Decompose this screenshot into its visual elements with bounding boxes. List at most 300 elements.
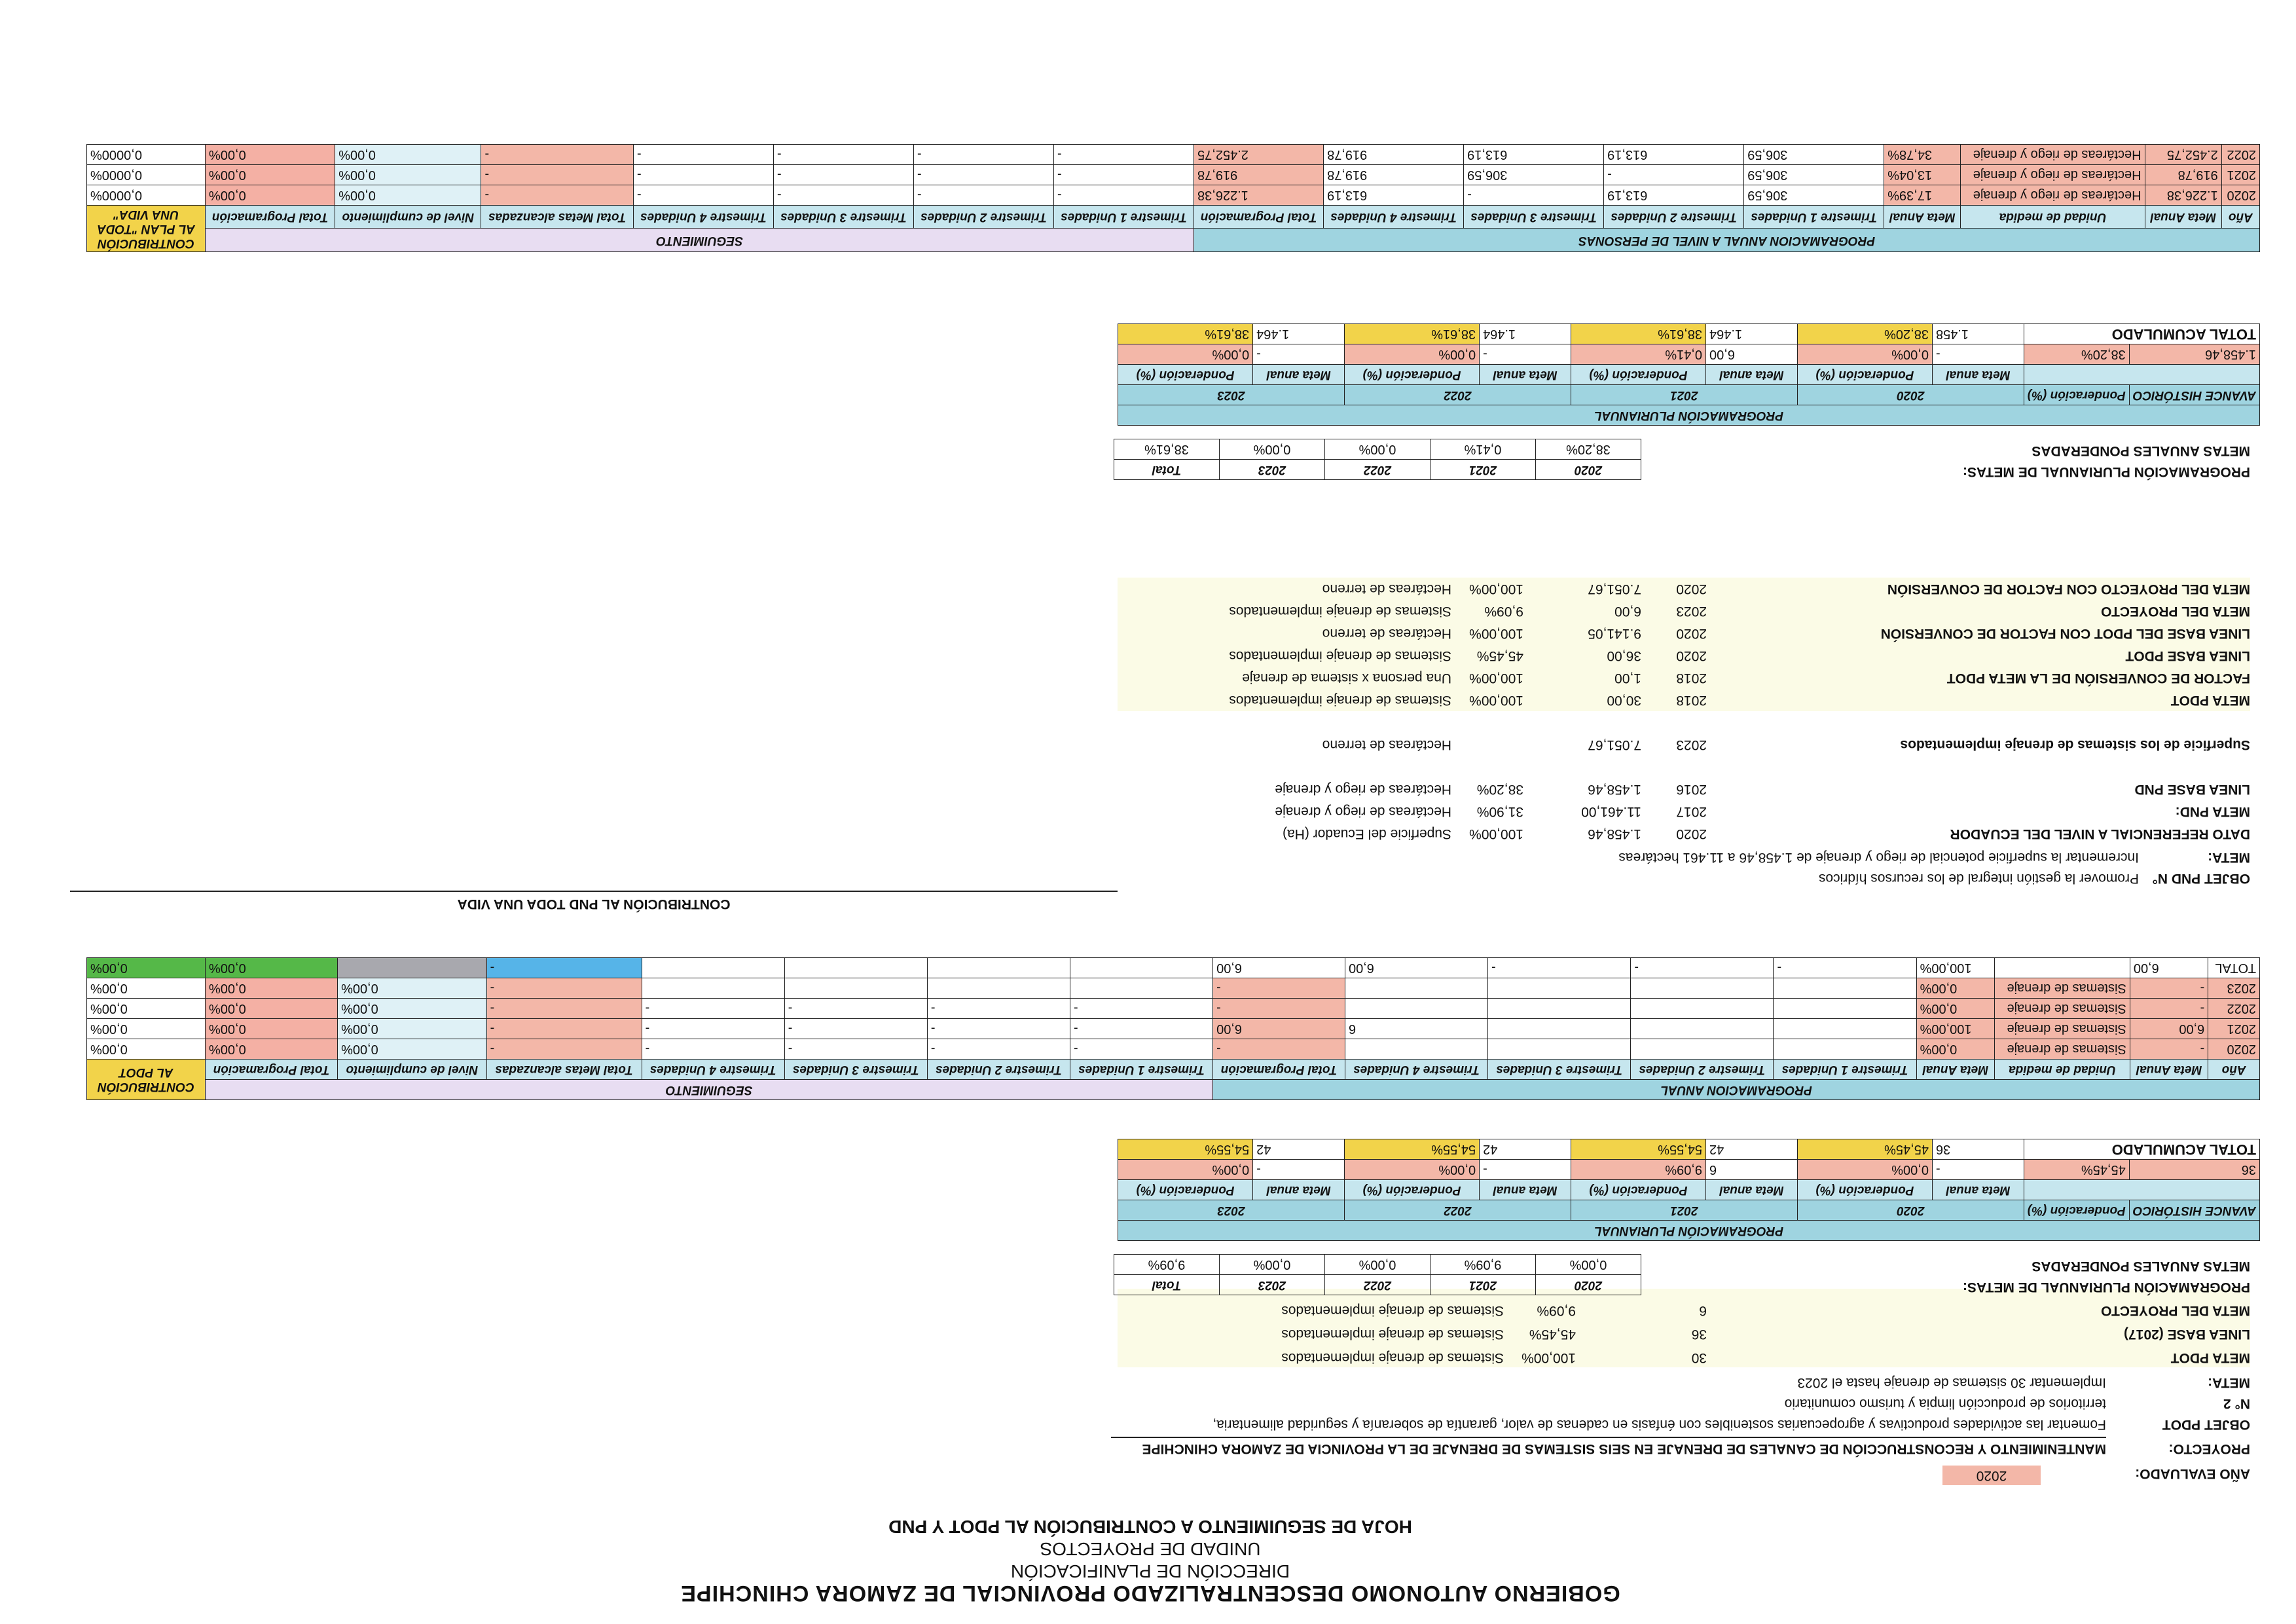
pnd-label: LINEA BASE DEL PDOT CON FACTOR DE CONVERSIÓN	[1880, 626, 2250, 641]
pond-header: Ponderación (%)	[2024, 385, 2129, 405]
table-cell: 6,00	[2130, 1019, 2208, 1039]
table-cell	[1345, 978, 1487, 999]
objet-pdot-number: N° 2	[2223, 1396, 2250, 1411]
table-cell: 0,0000%	[87, 185, 206, 206]
cell: 54,55%	[1345, 1139, 1480, 1160]
table-cell	[1631, 1039, 1774, 1060]
pnd-label: META DEL PROYECTO CON FACTOR DE CONVERSIÓN	[1887, 581, 2250, 597]
meta-pnd-label: META:	[2208, 850, 2250, 865]
table-cell: -	[486, 1019, 642, 1039]
cell: 0,41%	[1571, 344, 1705, 365]
pnd-p: 100,00%	[1469, 693, 1523, 708]
column-header: Total Programación	[206, 206, 335, 229]
table-cell: -	[927, 1019, 1070, 1039]
table-cell: 0,00%	[338, 999, 487, 1019]
meta-anual-header: Meta anual	[1932, 1180, 2024, 1200]
table-cell: 0,0000%	[87, 165, 206, 185]
table-cell: Sistemas de drenaje	[1994, 978, 2130, 999]
pond-pct-header: Ponderación (%)	[1345, 1180, 1480, 1200]
value-cell: 9,09%	[1430, 1255, 1536, 1275]
pnd-u: Hectáreas de terreno	[1322, 581, 1451, 597]
pnd-p: 100,00%	[1469, 671, 1523, 686]
anual-title: PROGRAMACION ANUAL	[1213, 1080, 2260, 1100]
pond-pct-header: Ponderación (%)	[1118, 1180, 1253, 1200]
pond-header: Ponderación (%)	[2024, 1200, 2129, 1221]
contribucion-title: CONTRIBUCIÓN AL PDOT	[87, 1060, 206, 1100]
table-cell: 0,00%	[338, 978, 487, 999]
table-cell: -	[486, 999, 642, 1019]
table-cell: TOTAL	[2208, 958, 2260, 978]
table-cell: 0,0000%	[87, 145, 206, 165]
table-cell: 0,00%	[206, 1019, 338, 1039]
table-cell: Hectáreas de riego y drenaje	[1961, 185, 2145, 206]
table-cell: 919,78	[1194, 165, 1324, 185]
table-cell: -	[1774, 958, 1916, 978]
anio-evaluado-label: AÑO EVALUADO:	[2135, 1466, 2250, 1481]
meta-anual-header: Meta anual	[1480, 365, 1571, 385]
table-cell: 13,04%	[1884, 165, 1961, 185]
pnd-label: LINEA BASE PDOT	[2125, 648, 2250, 663]
programacion-label-2: PROGRAMACIÓN PLURIANUAL DE METAS:	[1962, 464, 2250, 479]
table-cell: -	[481, 145, 633, 165]
header-line-3: UNIDAD DE PROYECTOS	[1040, 1539, 1261, 1559]
pond-pct-header: Ponderación (%)	[1571, 1180, 1705, 1200]
table-cell: 306,59	[1464, 165, 1604, 185]
table-cell: 2021	[2221, 165, 2259, 185]
table-cell: 100,00%	[1916, 1019, 1994, 1039]
programacion-label-1: PROGRAMACIÓN PLURIANUAL DE METAS:	[1962, 1280, 2250, 1295]
pnd-v: 1.458,46	[1588, 826, 1641, 841]
table-cell: 0,00%	[335, 145, 481, 165]
column-header: Meta Anual	[2130, 1060, 2208, 1080]
table-cell	[1488, 1019, 1631, 1039]
proyecto-label: PROYECTO:	[2168, 1441, 2250, 1456]
table-cell: -	[913, 165, 1053, 185]
objet-pdot-label: OBJET PDOT	[2162, 1417, 2250, 1432]
column-header: Trimestre 4 Unidades	[1345, 1060, 1487, 1080]
table-cell	[1994, 958, 2130, 978]
cell: 0,00%	[1118, 1160, 1253, 1180]
meta-proyecto-val: 6	[1699, 1303, 1707, 1318]
table-cell: 34,78%	[1884, 145, 1961, 165]
cell: 36	[1932, 1139, 2024, 1160]
column-header: Trimestre 1 Unidades	[1054, 206, 1194, 229]
blank-header	[2024, 365, 2259, 385]
column-header: Total Programación	[1213, 1060, 1345, 1080]
table-cell: -	[1070, 1019, 1212, 1039]
table-cell: -	[927, 999, 1070, 1019]
table-row	[87, 165, 2260, 185]
pond-pct-header: Ponderación (%)	[1571, 365, 1705, 385]
pnd-y: 2018	[1676, 693, 1707, 708]
pnd-y: 2020	[1676, 826, 1707, 841]
year-cell: 2020	[1536, 1275, 1641, 1295]
plurianual-table-1	[1118, 1139, 2260, 1241]
year-cell: 2022	[1325, 460, 1430, 480]
pnd-row	[1118, 822, 2250, 845]
meta-pnd-value: Incrementar la superficie potencial de riego y drenaje de 1.458,46 a 11.461 hectáreas	[1618, 850, 2139, 865]
table-cell	[784, 958, 927, 978]
divider	[70, 891, 1118, 892]
table-cell: 0,00%	[335, 165, 481, 185]
table-cell: -	[2130, 1039, 2208, 1060]
cell: 0,00%	[1118, 344, 1253, 365]
pnd-u: Una persona x sistema de drenaje	[1242, 671, 1451, 686]
table-cell: 1.226,38	[1194, 185, 1324, 206]
table-cell: -	[784, 1019, 927, 1039]
pnd-u: Hectáreas de terreno	[1322, 626, 1451, 641]
blank-header	[2024, 1180, 2259, 1200]
column-header: Total Metas alcanzadas	[481, 206, 633, 229]
pnd-y: 2016	[1676, 782, 1707, 797]
table-row	[87, 1019, 2260, 1039]
column-header: Trimestre 1 Unidades	[1070, 1060, 1212, 1080]
cell: 0,00%	[1797, 1160, 1932, 1180]
value-cell: 9,09%	[1114, 1255, 1220, 1275]
table-cell	[1631, 999, 1774, 1019]
column-header: Total Programación	[1194, 206, 1324, 229]
table-cell	[1631, 978, 1774, 999]
year-cell: 2022	[1325, 1275, 1430, 1295]
table-row	[87, 1039, 2260, 1060]
table-cell: 2021	[2208, 1019, 2260, 1039]
avance-header: AVANCE HISTÓRICO	[2129, 1200, 2259, 1221]
seguimiento-title: SEGUIMIENTO	[206, 1080, 1213, 1100]
column-header: Meta Anual	[1916, 1060, 1994, 1080]
table-cell	[927, 978, 1070, 999]
table-cell: -	[2130, 978, 2208, 999]
table-cell	[784, 978, 927, 999]
cell: 0,00%	[1345, 344, 1480, 365]
table-cell: 6	[1345, 1019, 1487, 1039]
cell: 54,55%	[1118, 1139, 1253, 1160]
plurianual-title: PROGRAMACIÓN PLURIANUAL	[1118, 1221, 2260, 1241]
cell: 38,61%	[1571, 324, 1705, 344]
table-cell: -	[1488, 958, 1631, 978]
pnd-p: 100,00%	[1469, 581, 1523, 597]
programacion-anual-table-2	[86, 144, 2260, 252]
table-cell: 306,59	[1744, 185, 1884, 206]
pnd-row	[1118, 622, 2250, 644]
metas-anuales-label-1: METAS ANUALES PONDERADAS	[2032, 1259, 2250, 1274]
table-cell: -	[642, 999, 784, 1019]
table-cell: -	[1213, 978, 1345, 999]
year-cell: 2023	[1220, 460, 1325, 480]
year-cell: 2021	[1430, 1275, 1536, 1295]
table-cell: 6,00	[2130, 958, 2208, 978]
table-cell: 2.452,75	[2145, 145, 2221, 165]
table-cell: 1.226,38	[2145, 185, 2221, 206]
avance-header: AVANCE HISTÓRICO	[2129, 385, 2259, 405]
table-cell: 613,19	[1604, 145, 1744, 165]
meta-pdot-pct: 100,00%	[1522, 1350, 1576, 1365]
table-cell: -	[481, 165, 633, 185]
table-cell: -	[773, 145, 913, 165]
pnd-rows	[1118, 578, 2250, 845]
year-cell: 2023	[1220, 1275, 1325, 1295]
pnd-label: DATO REFERENCIAL A NIVEL DEL ECUADOR	[1950, 826, 2250, 841]
table-cell	[1774, 978, 1916, 999]
meta-pdot-unit: Sistemas de drenaje implementados	[1281, 1350, 1504, 1365]
value-cell: 0,00%	[1220, 439, 1325, 460]
pnd-u: Sistemas de drenaje implementados	[1229, 604, 1451, 619]
table-cell: -	[486, 958, 642, 978]
table-cell: -	[486, 1039, 642, 1060]
cell: 1.458	[1932, 324, 2024, 344]
table-cell: Sistemas de drenaje	[1994, 1019, 2130, 1039]
column-header: Total Programación	[206, 1060, 338, 1080]
value-cell: 38,61%	[1114, 439, 1220, 460]
table-row	[87, 185, 2260, 206]
table-cell: -	[633, 165, 773, 185]
pnd-p: 45,45%	[1476, 648, 1523, 663]
meta-value: Implementar 30 sistemas de drenaje hasta el 2023	[1797, 1375, 2106, 1390]
table-cell: 0,00%	[206, 185, 335, 206]
cell: 0,00%	[1797, 344, 1932, 365]
metas-ponderadas-table-2	[1114, 439, 1641, 480]
column-header: Trimestre 1 Unidades	[1774, 1060, 1916, 1080]
meta-proyecto-unit: Sistemas de drenaje implementados	[1281, 1303, 1504, 1318]
pond-pct-header: Ponderación (%)	[1345, 365, 1480, 385]
pnd-v: 36,00	[1607, 648, 1641, 663]
table-cell: 2022	[2208, 999, 2260, 1019]
cell: -	[1253, 1160, 1345, 1180]
cell: 1.464	[1480, 324, 1571, 344]
year-cell: 2021	[1430, 460, 1536, 480]
table-row	[87, 978, 2260, 999]
pnd-label: FACTOR DE CONVERSIÓN DE LA META PDOT	[1946, 671, 2250, 686]
metas-anuales-label-2: METAS ANUALES PONDERADAS	[2032, 443, 2250, 458]
cell: 42	[1706, 1139, 1798, 1160]
table-cell: 0,00%	[206, 958, 338, 978]
table-cell: -	[481, 185, 633, 206]
meta-pdot-val: 30	[1691, 1350, 1707, 1365]
table-cell	[642, 978, 784, 999]
column-header: Trimestre 4 Unidades	[642, 1060, 784, 1080]
table-cell: -	[642, 1039, 784, 1060]
pnd-row	[1118, 600, 2250, 622]
table-cell: Sistemas de drenaje	[1994, 1039, 2130, 1060]
column-header: Trimestre 3 Unidades	[784, 1060, 927, 1080]
cell: 1.464	[1706, 324, 1798, 344]
pond-pct-header: Ponderación (%)	[1797, 365, 1932, 385]
document-header	[659, 1515, 1641, 1604]
value-cell: 38,20%	[1536, 439, 1641, 460]
cell: 1.464	[1253, 324, 1345, 344]
meta-anual-header: Meta anual	[1480, 1180, 1571, 1200]
column-header: Trimestre 2 Unidades	[913, 206, 1053, 229]
column-header: Trimestre 4 Unidades	[1324, 206, 1464, 229]
cell: 42	[1480, 1139, 1571, 1160]
pnd-p: 9,09%	[1484, 604, 1523, 619]
pnd-u: Hectáreas de riego y drenaje	[1275, 804, 1451, 819]
linea-base-pct: 45,45%	[1529, 1327, 1576, 1342]
cell: 38,20%	[2024, 344, 2129, 365]
linea-base-label: LINEA BASE (2017)	[2124, 1327, 2250, 1342]
meta-pdot-label: META PDOT	[2170, 1350, 2250, 1365]
table-cell	[1345, 999, 1487, 1019]
table-cell: 0,00%	[87, 999, 206, 1019]
table-cell: -	[784, 1039, 927, 1060]
column-header: Trimestre 3 Unidades	[1488, 1060, 1631, 1080]
total-acumulado-label: TOTAL ACUMULADO	[2024, 324, 2259, 344]
pnd-p: 100,00%	[1469, 626, 1523, 641]
objet-pdot-value-2: territorios de producción limpia y turismo comunitario	[1784, 1396, 2106, 1411]
year-header: 2020	[1797, 1200, 2024, 1221]
table-cell	[1488, 1039, 1631, 1060]
seguimiento-title: SEGUIMIENTO	[206, 229, 1194, 252]
column-header: Trimestre 2 Unidades	[927, 1060, 1070, 1080]
pnd-label: LINEA BASE PND	[2134, 782, 2250, 797]
cell: 38,20%	[1797, 324, 1932, 344]
pnd-label: Superficie de los sistemas de drenaje implementados	[1900, 737, 2250, 752]
programacion-anual-table-1	[86, 957, 2260, 1100]
table-cell: -	[633, 185, 773, 206]
table-cell: 0,00%	[206, 1039, 338, 1060]
cell: 42	[1253, 1139, 1345, 1160]
meta-anual-header: Meta anual	[1932, 365, 2024, 385]
table-cell: 613,19	[1324, 185, 1464, 206]
pnd-u: Sistemas de drenaje implementados	[1229, 648, 1451, 663]
table-cell	[1488, 999, 1631, 1019]
table-cell: -	[633, 145, 773, 165]
table-cell: -	[1070, 1039, 1212, 1060]
column-header: Nivel de cumplimiento	[335, 206, 481, 229]
table-cell: -	[1213, 1039, 1345, 1060]
table-cell: -	[1054, 145, 1194, 165]
pnd-p: 31,90%	[1476, 804, 1523, 819]
table-cell: 0,00%	[206, 978, 338, 999]
column-header: Año	[2221, 206, 2259, 229]
pnd-row	[1118, 689, 2250, 711]
objet-pnd-value: Promover la gestión integral de los recursos hídricos	[1818, 871, 2139, 886]
column-header: Meta Anual	[2145, 206, 2221, 229]
table-cell: -	[773, 185, 913, 206]
cell: -	[1932, 1160, 2024, 1180]
pnd-title: CONTRIBUCIÓN AL PND TODA UNA VIDA	[457, 896, 731, 912]
table-cell: -	[1054, 185, 1194, 206]
pnd-row	[1118, 644, 2250, 667]
meta-proyecto-pct: 9,09%	[1537, 1303, 1576, 1318]
pnd-y: 2020	[1676, 581, 1707, 597]
year-cell: Total	[1114, 460, 1220, 480]
cell: -	[1253, 344, 1345, 365]
column-header: Trimestre 2 Unidades	[1631, 1060, 1774, 1080]
meta-anual-header: Meta anual	[1706, 1180, 1798, 1200]
table-cell: -	[1213, 999, 1345, 1019]
pnd-u: Hectáreas de riego y drenaje	[1275, 782, 1451, 797]
year-header: 2021	[1571, 1200, 1797, 1221]
year-cell: Total	[1114, 1275, 1220, 1295]
table-cell: -	[1464, 185, 1604, 206]
table-cell: 2022	[2221, 145, 2259, 165]
table-cell: 613,19	[1464, 145, 1604, 165]
table-cell	[642, 958, 784, 978]
pnd-row	[1118, 756, 2250, 778]
pnd-label: META PDOT	[2170, 693, 2250, 708]
table-cell	[1488, 978, 1631, 999]
anual-title: PROGRAMACION ANUAL A NIVEL DE PERSONAS	[1194, 229, 2260, 252]
table-cell: 0,00%	[1916, 978, 1994, 999]
total-acumulado-label: TOTAL ACUMULADO	[2024, 1139, 2259, 1160]
table-cell: 0,00%	[87, 978, 206, 999]
pnd-v: 11.461,00	[1581, 804, 1641, 819]
column-header: Nivel de cumplimiento	[338, 1060, 487, 1080]
meta-anual-header: Meta anual	[1253, 365, 1345, 385]
year-header: 2020	[1797, 385, 2024, 405]
year-header: 2021	[1571, 385, 1797, 405]
table-cell	[338, 958, 487, 978]
table-cell: 17,39%	[1884, 185, 1961, 206]
table-row	[87, 145, 2260, 165]
year-header: 2022	[1345, 385, 1571, 405]
table-cell: -	[486, 978, 642, 999]
column-header: Unidad de medida	[1961, 206, 2145, 229]
column-header: Trimestre 3 Unidades	[773, 206, 913, 229]
cell: 38,61%	[1118, 324, 1253, 344]
table-cell: 919,78	[1324, 145, 1464, 165]
pnd-p: 100,00%	[1469, 826, 1523, 841]
pnd-y: 2023	[1676, 737, 1707, 752]
meta-label: META:	[2208, 1375, 2250, 1390]
pnd-y: 2018	[1676, 671, 1707, 686]
column-header: Trimestre 4 Unidades	[633, 206, 773, 229]
pnd-v: 6,00	[1614, 604, 1641, 619]
table-cell: 2020	[2208, 1039, 2260, 1060]
pnd-v: 1,00	[1614, 671, 1641, 686]
cell: 0,00%	[1345, 1160, 1480, 1180]
table-cell: 6,00	[1345, 958, 1487, 978]
pnd-v: 7.051,67	[1588, 737, 1641, 752]
table-cell: -	[1631, 958, 1774, 978]
table-cell	[1774, 1019, 1916, 1039]
table-cell: -	[642, 1019, 784, 1039]
pnd-u: Hectáreas de terreno	[1322, 737, 1451, 752]
meta-anual-header: Meta anual	[1253, 1180, 1345, 1200]
cell: 1.458,46	[2129, 344, 2259, 365]
table-cell	[1070, 958, 1212, 978]
table-cell	[1345, 1039, 1487, 1060]
pnd-row	[1118, 578, 2250, 600]
table-cell	[1070, 978, 1212, 999]
meta-anual-header: Meta anual	[1706, 365, 1798, 385]
table-cell: 0,00%	[87, 958, 206, 978]
header-line-1: GOBIERNO AUTONOMO DESCENTRALIZADO PROVINCIAL DE ZAMORA CHINCHIPE	[680, 1581, 1620, 1606]
pnd-row	[1118, 778, 2250, 800]
table-cell: 0,00%	[1916, 999, 1994, 1019]
table-cell: 0,00%	[206, 165, 335, 185]
table-cell: -	[1604, 165, 1744, 185]
linea-base-unit: Sistemas de drenaje implementados	[1281, 1327, 1504, 1342]
column-header: Total Metas alcanzadas	[486, 1060, 642, 1080]
table-cell	[1631, 1019, 1774, 1039]
table-cell: 0,00%	[1916, 1039, 1994, 1060]
pnd-row	[1118, 800, 2250, 822]
table-cell: -	[927, 1039, 1070, 1060]
column-header: Trimestre 1 Unidades	[1744, 206, 1884, 229]
pnd-y: 2020	[1676, 648, 1707, 663]
anio-evaluado-value: 2020	[1942, 1466, 2041, 1485]
table-cell: Hectáreas de riego y drenaje	[1961, 145, 2145, 165]
pnd-v: 9.141,05	[1588, 626, 1641, 641]
year-header: 2022	[1345, 1200, 1571, 1221]
value-cell: 0,00%	[1536, 1255, 1641, 1275]
cell: 9,09%	[1571, 1160, 1705, 1180]
header-line-4: HOJA DE SEGUIMIENTO A CONTRIBUCIÓN AL PDOT Y PND	[888, 1517, 1412, 1537]
pond-pct-header: Ponderación (%)	[1797, 1180, 1932, 1200]
total-row	[87, 958, 2260, 978]
table-cell: 306,59	[1744, 145, 1884, 165]
